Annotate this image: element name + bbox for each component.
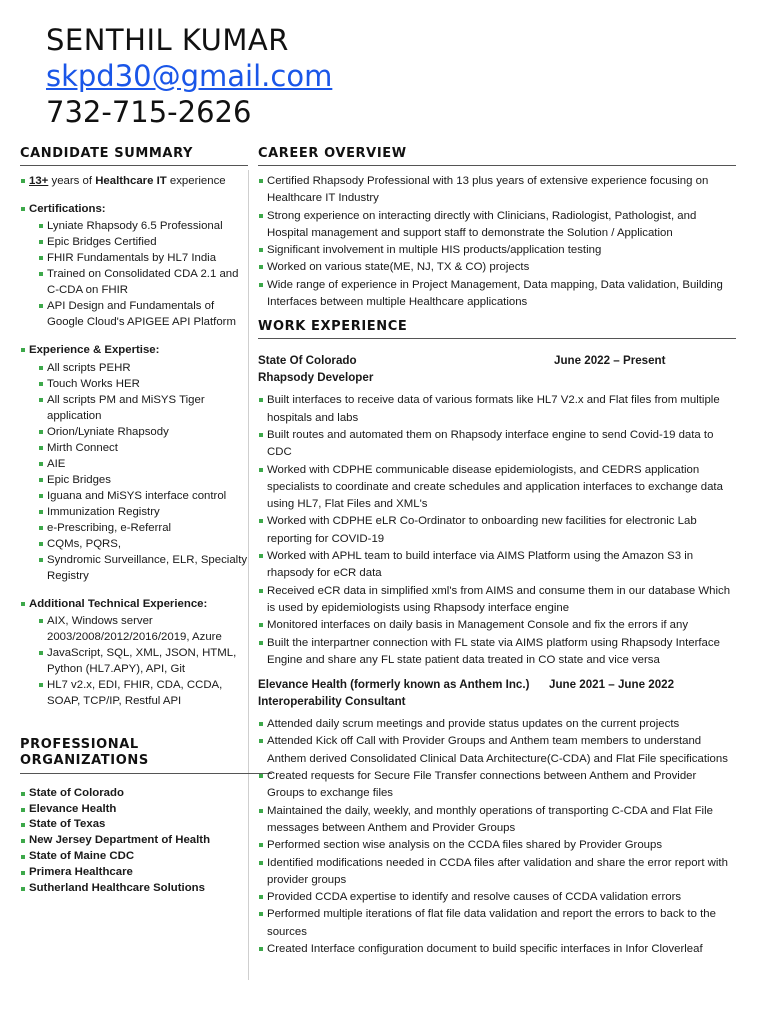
expertise-item: Iguana and MiSYS interface control	[29, 488, 248, 504]
expertise-item: Mirth Connect	[29, 440, 248, 456]
job-organization: State Of Colorado	[258, 354, 357, 368]
job-bullet: Worked with CDPHE eLR Co-Ordinator to onboarding new facilities for electronic Lab reporting for COVID-19	[258, 513, 736, 548]
job-bullet: Built routes and automated them on Rhapsody interface engine to send Covid-19 data to CDC	[258, 427, 736, 462]
certifications-label: Certifications:	[29, 203, 106, 216]
expertise-heading	[20, 342, 248, 583]
technical-heading	[20, 596, 248, 709]
job-bullet: Identified modifications needed in CCDA files after validation and share the error report with provider groups	[258, 855, 736, 890]
organization-item: State of Maine CDC	[20, 849, 248, 865]
technical-item: HL7 v2.x, EDI, FHIR, CDA, CCDA, SOAP, TCP/IP, Restful API	[29, 677, 248, 709]
job-bullet: Attended Kick off Call with Provider Groups and Anthem team members to understand Anthem derived Consolidated Clinical Data Architecture(C-CDA) and Flat File specifications	[258, 733, 736, 768]
job-header	[258, 677, 736, 694]
left-column	[20, 146, 248, 896]
resume-header	[46, 22, 332, 130]
email-link[interactable]: skpd30@gmail.com	[46, 59, 333, 93]
job-bullet: Attended daily scrum meetings and provide status updates on the current projects	[258, 716, 736, 733]
career-overview-list	[258, 173, 736, 311]
job-bullet: Performed multiple iterations of flat file data validation and report the errors to back to the sources	[258, 906, 736, 941]
expertise-label: Experience & Expertise:	[29, 344, 160, 357]
job-role: Interoperability Consultant	[258, 694, 406, 708]
expertise-item: Touch Works HER	[29, 376, 248, 392]
job-bullet: Received eCR data in simplified xml's from AIMS and consume them in our database Which is used by epidemiologists using Rhapsody interface engine	[258, 583, 736, 618]
job-organization: Elevance Health (formerly known as Anthem Inc.)	[258, 678, 530, 692]
organization-item: State of Colorado	[20, 786, 248, 802]
years-experience	[20, 173, 248, 189]
career-item: Strong experience on interacting directly with Clinicians, Radiologist, Pathologist, and Hospital management and support staff to demonstrate the Solution / Application	[258, 208, 736, 243]
right-column	[258, 146, 736, 958]
organization-item: Primera Healthcare	[20, 865, 248, 881]
expertise-item: Syndromic Surveillance, ELR, Specialty Registry	[29, 552, 248, 584]
technical-item: JavaScript, SQL, XML, JSON, HTML, Python (HL7.APY), API, Git	[29, 645, 248, 677]
career-item: Wide range of experience in Project Management, Data mapping, Data validation, Building Interfaces between multiple Healthcare applications	[258, 277, 736, 312]
expertise-item: Immunization Registry	[29, 504, 248, 520]
job-role: Rhapsody Developer	[258, 370, 374, 384]
job-bullets	[258, 392, 736, 669]
career-item: Significant involvement in multiple HIS products/application testing	[258, 242, 736, 259]
candidate-name: SENTHIL KUMAR	[46, 23, 289, 57]
job-dates: June 2022 – Present	[554, 354, 666, 368]
expertise-item: AIE	[29, 456, 248, 472]
job-entry	[258, 677, 736, 958]
job-bullet: Provided CCDA expertise to identify and resolve causes of CCDA validation errors	[258, 889, 736, 906]
job-entry	[258, 353, 736, 669]
expertise-item: Epic Bridges	[29, 472, 248, 488]
organization-item: New Jersey Department of Health	[20, 833, 248, 849]
job-bullet: Built the interpartner connection with FL state via AIMS platform using Rhapsody Interface Engine and share any FL state patient data treated in CO state and vice versa	[258, 635, 736, 670]
certification-item: Lyniate Rhapsody 6.5 Professional	[29, 218, 248, 234]
years-count: 13+	[29, 175, 49, 187]
job-bullets	[258, 716, 736, 958]
expertise-item: All scripts PEHR	[29, 360, 248, 376]
job-dates: June 2021 – June 2022	[549, 678, 675, 692]
certification-item: Trained on Consolidated CDA 2.1 and C-CDA on FHIR	[29, 266, 248, 298]
professional-organizations-title: PROFESSIONAL ORGANIZATIONS	[20, 737, 272, 774]
expertise-item: All scripts PM and MiSYS Tiger application	[29, 392, 248, 424]
organization-item: Elevance Health	[20, 802, 248, 818]
job-header	[258, 353, 736, 370]
candidate-summary-list	[20, 173, 248, 189]
jobs-list	[258, 353, 736, 958]
work-experience-title: WORK EXPERIENCE	[258, 319, 736, 339]
candidate-summary-title: CANDIDATE SUMMARY	[20, 146, 248, 166]
expertise-list	[29, 360, 248, 584]
job-bullet: Worked with APHL team to build interface via AIMS Platform using the Amazon S3 in rhapsody for eCR data	[258, 548, 736, 583]
certification-item: API Design and Fundamentals of Google Cloud's APIGEE API Platform	[29, 298, 248, 330]
certifications-heading	[20, 201, 248, 330]
career-item: Worked on various state(ME, NJ, TX & CO) projects	[258, 259, 736, 276]
years-mid-text: years of	[48, 175, 96, 187]
job-bullet: Created requests for Secure File Transfer connections between Anthem and Provider Groups to exchange files	[258, 768, 736, 803]
years-suffix: experience	[166, 175, 226, 187]
phone-number: 732-715-2626	[46, 95, 252, 129]
expertise-item: Orion/Lyniate Rhapsody	[29, 424, 248, 440]
technical-item: AIX, Windows server 2003/2008/2012/2016/2019, Azure	[29, 613, 248, 645]
column-divider	[248, 170, 249, 980]
technical-label: Additional Technical Experience:	[29, 597, 208, 610]
organization-item: Sutherland Healthcare Solutions	[20, 881, 248, 897]
job-bullet: Monitored interfaces on daily basis in Management Console and fix the errors if any	[258, 617, 736, 634]
technical-group	[20, 596, 248, 709]
job-bullet: Worked with CDPHE communicable disease epidemiologists, and CEDRS application specialists to coordinate and create schedules and application interfaces to exchange data using HL7, Flat Files and XML's	[258, 462, 736, 514]
certifications-group	[20, 201, 248, 330]
career-item: Certified Rhapsody Professional with 13 plus years of extensive experience focusing on Healthcare IT Industry	[258, 173, 736, 208]
job-bullet: Maintained the daily, weekly, and monthly operations of transporting C-CDA and Flat File messages between Anthem and Provider Groups	[258, 803, 736, 838]
expertise-item: CQMs, PQRS,	[29, 536, 248, 552]
expertise-group	[20, 342, 248, 583]
organizations-list	[20, 786, 248, 897]
job-bullet: Built interfaces to receive data of various formats like HL7 V2.x and Flat files from multiple hospitals and labs	[258, 392, 736, 427]
expertise-item: e-Prescribing, e-Referral	[29, 520, 248, 536]
organization-item: State of Texas	[20, 817, 248, 833]
job-bullet: Performed section wise analysis on the CCDA files shared by Provider Groups	[258, 837, 736, 854]
technical-list	[29, 613, 248, 709]
years-field: Healthcare IT	[95, 175, 167, 187]
job-bullet: Created Interface configuration document to build specific interfaces in Infor Cloverleaf	[258, 941, 736, 958]
certification-item: FHIR Fundamentals by HL7 India	[29, 250, 248, 266]
certifications-list	[29, 218, 248, 330]
career-overview-title: CAREER OVERVIEW	[258, 146, 736, 166]
certification-item: Epic Bridges Certified	[29, 234, 248, 250]
